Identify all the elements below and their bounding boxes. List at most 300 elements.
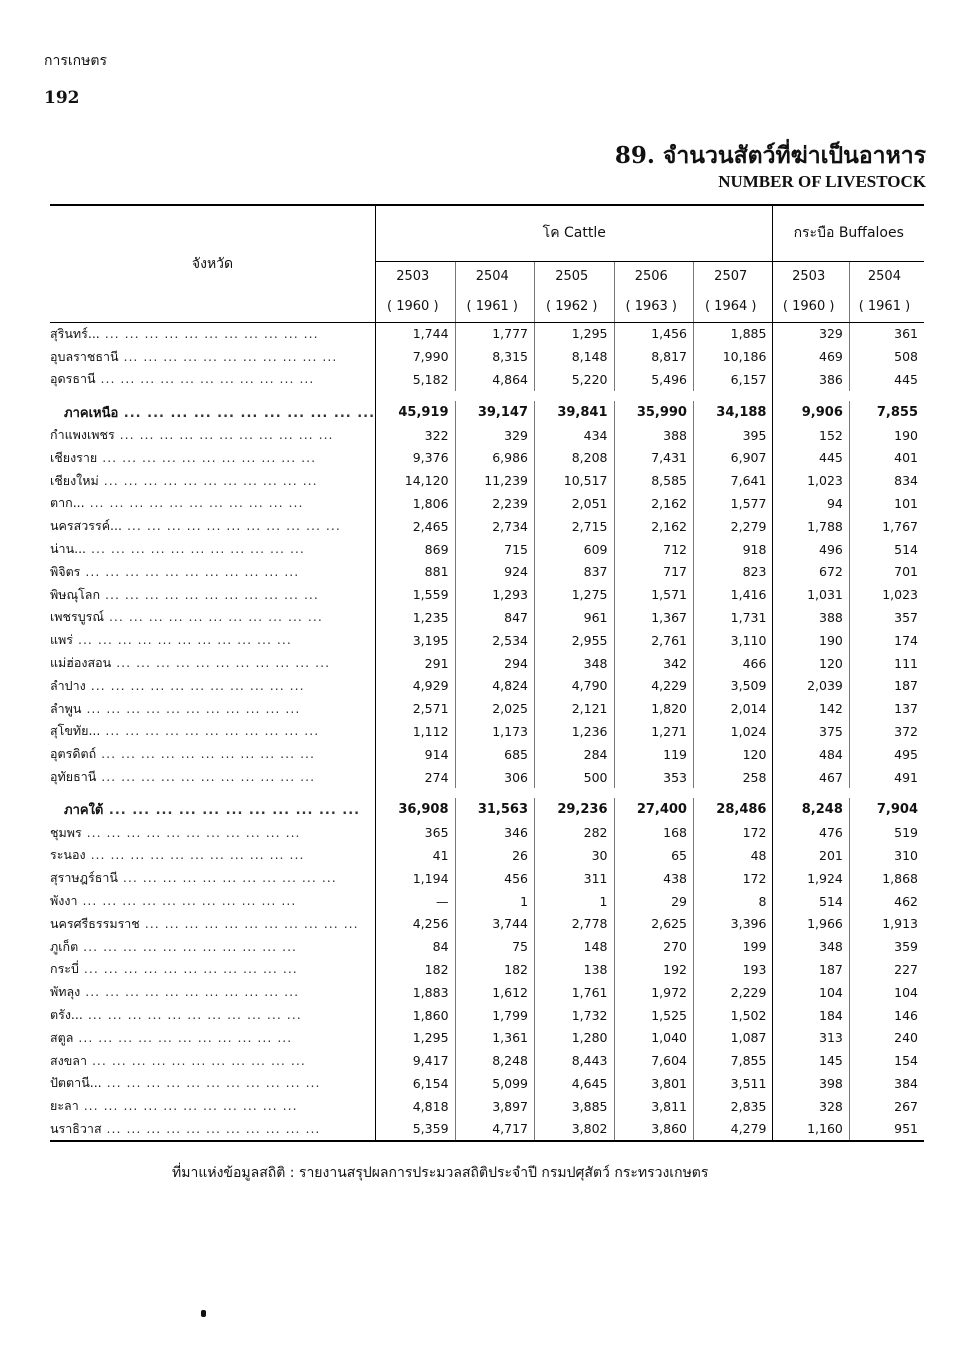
province-name: อุตรดิตถ์ ... ... ... ... ... ... ... ... ... ... ... bbox=[50, 746, 315, 762]
table-cell: 2,162 bbox=[614, 515, 693, 538]
table-row bbox=[50, 743, 924, 766]
year-header: 2506 bbox=[614, 261, 693, 292]
table-cell: 8,208 bbox=[535, 446, 614, 469]
table-cell: 101 bbox=[849, 492, 924, 515]
table-cell: 5,359 bbox=[376, 1118, 455, 1142]
province-name: นครศรีธรรมราช ... ... ... ... ... ... ... ... ... ... ... bbox=[50, 915, 359, 931]
table-row bbox=[50, 583, 924, 606]
table-cell: 1,295 bbox=[376, 1026, 455, 1049]
table-cell: 291 bbox=[376, 652, 455, 675]
table-cell: — bbox=[376, 890, 455, 913]
table-body bbox=[50, 322, 924, 1141]
table-cell: 361 bbox=[849, 322, 924, 345]
table-cell: 30 bbox=[535, 844, 614, 867]
table-row bbox=[50, 652, 924, 675]
table-cell: 75 bbox=[455, 935, 534, 958]
table-row bbox=[50, 560, 924, 583]
table-cell: 359 bbox=[849, 935, 924, 958]
table-cell: 4,229 bbox=[614, 674, 693, 697]
table-cell: 8,817 bbox=[614, 345, 693, 368]
table-cell: 438 bbox=[614, 867, 693, 890]
table-cell: 119 bbox=[614, 743, 693, 766]
table-row bbox=[50, 469, 924, 492]
table-cell: 26 bbox=[455, 844, 534, 867]
province-name: ตาก... ... ... ... ... ... ... ... ... ... ... ... bbox=[50, 495, 304, 511]
year-ce-header: ( 1960 ) bbox=[773, 292, 849, 323]
table-cell: 467 bbox=[773, 766, 849, 789]
table-cell: 7,904 bbox=[849, 798, 924, 821]
province-name: ระนอง ... ... ... ... ... ... ... ... ... ... ... bbox=[50, 847, 305, 863]
year-header: 2503 bbox=[376, 261, 455, 292]
table-cell: 1,924 bbox=[773, 867, 849, 890]
table-cell: 1,087 bbox=[693, 1026, 772, 1049]
province-name: พิษณุโลก ... ... ... ... ... ... ... ... ... ... ... bbox=[50, 586, 319, 602]
table-cell: 94 bbox=[773, 492, 849, 515]
table-row bbox=[50, 697, 924, 720]
table-cell: 456 bbox=[455, 867, 534, 890]
province-name: กระบี่ ... ... ... ... ... ... ... ... ... ... ... bbox=[50, 961, 298, 977]
table-cell: 1,577 bbox=[693, 492, 772, 515]
table-cell: 1,280 bbox=[535, 1026, 614, 1049]
table-cell: 190 bbox=[849, 424, 924, 447]
table-row bbox=[50, 1026, 924, 1049]
table-cell: 10,517 bbox=[535, 469, 614, 492]
table-cell: 1,571 bbox=[614, 583, 693, 606]
table-cell: 1,761 bbox=[535, 981, 614, 1004]
year-header: 2504 bbox=[455, 261, 534, 292]
table-cell: 145 bbox=[773, 1049, 849, 1072]
table-cell: 6,157 bbox=[693, 368, 772, 391]
table-cell: 4,717 bbox=[455, 1118, 534, 1142]
table-cell: 322 bbox=[376, 424, 455, 447]
table-cell: 240 bbox=[849, 1026, 924, 1049]
livestock-table bbox=[50, 204, 924, 1142]
table-cell: 823 bbox=[693, 560, 772, 583]
table-cell: 306 bbox=[455, 766, 534, 789]
table-row bbox=[50, 538, 924, 561]
table-cell: 41 bbox=[376, 844, 455, 867]
table-cell: 1,868 bbox=[849, 867, 924, 890]
table-cell: 6,907 bbox=[693, 446, 772, 469]
table-cell: 3,110 bbox=[693, 629, 772, 652]
province-name: เพชรบูรณ์ ... ... ... ... ... ... ... ... ... ... ... bbox=[50, 609, 323, 625]
table-row bbox=[50, 674, 924, 697]
table-cell: 148 bbox=[535, 935, 614, 958]
province-name: สงขลา ... ... ... ... ... ... ... ... ... ... ... bbox=[50, 1052, 306, 1068]
year-ce-header: ( 1961 ) bbox=[455, 292, 534, 323]
table-cell: 1,883 bbox=[376, 981, 455, 1004]
table-cell: 2,039 bbox=[773, 674, 849, 697]
table-cell: 1,732 bbox=[535, 1004, 614, 1027]
table-cell: 294 bbox=[455, 652, 534, 675]
province-name: ตรัง... ... ... ... ... ... ... ... ... ... ... ... bbox=[50, 1007, 302, 1022]
table-row bbox=[50, 424, 924, 447]
province-name: ภาคใต้ ... ... ... ... ... ... ... ... ... ... ... bbox=[64, 803, 361, 819]
table-cell: 1,236 bbox=[535, 720, 614, 743]
table-cell: 951 bbox=[849, 1118, 924, 1142]
table-cell: 375 bbox=[773, 720, 849, 743]
table-row bbox=[50, 446, 924, 469]
table-cell: 39,841 bbox=[535, 401, 614, 424]
table-row bbox=[50, 720, 924, 743]
table-row bbox=[50, 606, 924, 629]
table-cell: 1,361 bbox=[455, 1026, 534, 1049]
table-cell: 104 bbox=[849, 981, 924, 1004]
table-cell: 712 bbox=[614, 538, 693, 561]
province-name: แพร่ ... ... ... ... ... ... ... ... ... ... ... bbox=[50, 632, 292, 648]
province-column-header: จังหวัด bbox=[50, 205, 376, 322]
table-cell: 7,641 bbox=[693, 469, 772, 492]
province-name: อุทัยธานี ... ... ... ... ... ... ... ... ... ... ... bbox=[50, 769, 316, 785]
table-cell: 313 bbox=[773, 1026, 849, 1049]
table-cell: 491 bbox=[849, 766, 924, 789]
table-cell: 1,972 bbox=[614, 981, 693, 1004]
table-cell: 398 bbox=[773, 1072, 849, 1095]
table-cell: 7,990 bbox=[376, 345, 455, 368]
year-ce-header: ( 1963 ) bbox=[614, 292, 693, 323]
table-title-english: NUMBER OF LIVESTOCK bbox=[718, 172, 926, 191]
spacer-row bbox=[50, 788, 924, 798]
table-cell: 199 bbox=[693, 935, 772, 958]
table-cell: 834 bbox=[849, 469, 924, 492]
province-name: สตูล ... ... ... ... ... ... ... ... ... ... ... bbox=[50, 1029, 293, 1045]
table-cell: 11,239 bbox=[455, 469, 534, 492]
table-cell: 187 bbox=[773, 958, 849, 981]
table-cell: 1,275 bbox=[535, 583, 614, 606]
table-cell: 2,625 bbox=[614, 912, 693, 935]
table-cell: 881 bbox=[376, 560, 455, 583]
province-name: แม่ฮ่องสอน ... ... ... ... ... ... ... ... ... ... ... bbox=[50, 655, 331, 671]
table-cell: 152 bbox=[773, 424, 849, 447]
table-row bbox=[50, 844, 924, 867]
table-cell: 2,014 bbox=[693, 697, 772, 720]
table-cell: 5,099 bbox=[455, 1072, 534, 1095]
table-cell: 120 bbox=[693, 743, 772, 766]
province-name: สุราษฎร์ธานี ... ... ... ... ... ... ... ... ... ... ... bbox=[50, 870, 337, 886]
table-cell: 8,443 bbox=[535, 1049, 614, 1072]
table-cell: 4,824 bbox=[455, 674, 534, 697]
province-name: อุดรธานี ... ... ... ... ... ... ... ... ... ... ... bbox=[50, 371, 315, 387]
table-cell: 9,906 bbox=[773, 401, 849, 424]
table-cell: 2,761 bbox=[614, 629, 693, 652]
table-cell: 1,525 bbox=[614, 1004, 693, 1027]
table-cell: 3,744 bbox=[455, 912, 534, 935]
table-cell: 192 bbox=[614, 958, 693, 981]
table-cell: 258 bbox=[693, 766, 772, 789]
table-cell: 3,509 bbox=[693, 674, 772, 697]
table-cell: 7,431 bbox=[614, 446, 693, 469]
year-header: 2507 bbox=[693, 261, 772, 292]
table-title-thai: 89. จำนวนสัตว์ที่ฆ่าเป็นอาหาร bbox=[614, 142, 926, 169]
table-cell: 6,154 bbox=[376, 1072, 455, 1095]
table-cell: 7,855 bbox=[849, 401, 924, 424]
table-cell: 1,966 bbox=[773, 912, 849, 935]
table-cell: 1,612 bbox=[455, 981, 534, 1004]
table-row bbox=[50, 1004, 924, 1027]
table-cell: 1,023 bbox=[849, 583, 924, 606]
table-cell: 847 bbox=[455, 606, 534, 629]
year-header: 2504 bbox=[849, 261, 924, 292]
table-cell: 190 bbox=[773, 629, 849, 652]
table-row bbox=[50, 1072, 924, 1095]
table-cell: 284 bbox=[535, 743, 614, 766]
table-cell: 476 bbox=[773, 821, 849, 844]
table-row bbox=[50, 935, 924, 958]
table-cell: 924 bbox=[455, 560, 534, 583]
table-cell: 111 bbox=[849, 652, 924, 675]
table-cell: 353 bbox=[614, 766, 693, 789]
table-cell: 6,986 bbox=[455, 446, 534, 469]
province-name: ปัตตานี... ... ... ... ... ... ... ... ... ... ... ... bbox=[50, 1075, 321, 1091]
cattle-group-header: โค Cattle bbox=[376, 205, 773, 261]
province-name: เชียงใหม่ ... ... ... ... ... ... ... ... ... ... ... bbox=[50, 472, 318, 488]
table-cell: 2,955 bbox=[535, 629, 614, 652]
table-cell: 7,604 bbox=[614, 1049, 693, 1072]
table-cell: 9,417 bbox=[376, 1049, 455, 1072]
table-cell: 8,248 bbox=[773, 798, 849, 821]
table-cell: 685 bbox=[455, 743, 534, 766]
table-cell: 5,220 bbox=[535, 368, 614, 391]
table-cell: 45,919 bbox=[376, 401, 455, 424]
table-cell: 35,990 bbox=[614, 401, 693, 424]
table-cell: 1,271 bbox=[614, 720, 693, 743]
table-cell: 3,801 bbox=[614, 1072, 693, 1095]
table-cell: 2,279 bbox=[693, 515, 772, 538]
table-cell: 3,860 bbox=[614, 1118, 693, 1142]
table-cell: 5,182 bbox=[376, 368, 455, 391]
table-cell: 2,734 bbox=[455, 515, 534, 538]
table-cell: 3,511 bbox=[693, 1072, 772, 1095]
table-cell: 7,855 bbox=[693, 1049, 772, 1072]
table-cell: 388 bbox=[773, 606, 849, 629]
table-cell: 65 bbox=[614, 844, 693, 867]
table-cell: 1,112 bbox=[376, 720, 455, 743]
table-cell: 4,256 bbox=[376, 912, 455, 935]
table-cell: 1 bbox=[455, 890, 534, 913]
table-cell: 4,818 bbox=[376, 1095, 455, 1118]
table-cell: 8,585 bbox=[614, 469, 693, 492]
table-cell: 365 bbox=[376, 821, 455, 844]
table-cell: 329 bbox=[773, 322, 849, 345]
table-row bbox=[50, 890, 924, 913]
table-cell: 138 bbox=[535, 958, 614, 981]
table-cell: 1,023 bbox=[773, 469, 849, 492]
province-name: ภาคเหนือ ... ... ... ... ... ... ... ... ... ... ... bbox=[64, 405, 376, 421]
table-cell: 1,559 bbox=[376, 583, 455, 606]
table-cell: 10,186 bbox=[693, 345, 772, 368]
table-row bbox=[50, 629, 924, 652]
table-cell: 182 bbox=[455, 958, 534, 981]
province-name: พังงา ... ... ... ... ... ... ... ... ... ... ... bbox=[50, 893, 297, 909]
table-cell: 372 bbox=[849, 720, 924, 743]
page-number: 192 bbox=[44, 88, 80, 108]
table-cell: 388 bbox=[614, 424, 693, 447]
table-cell: 2,778 bbox=[535, 912, 614, 935]
table-cell: 201 bbox=[773, 844, 849, 867]
table-cell: 357 bbox=[849, 606, 924, 629]
table-cell: 346 bbox=[455, 821, 534, 844]
table-cell: 715 bbox=[455, 538, 534, 561]
table-cell: 1,788 bbox=[773, 515, 849, 538]
table-cell: 869 bbox=[376, 538, 455, 561]
table-cell: 495 bbox=[849, 743, 924, 766]
table-cell: 168 bbox=[614, 821, 693, 844]
table-cell: 2,229 bbox=[693, 981, 772, 1004]
table-row bbox=[50, 981, 924, 1004]
table-row bbox=[50, 912, 924, 935]
table-cell: 5,496 bbox=[614, 368, 693, 391]
province-name: น่าน... ... ... ... ... ... ... ... ... ... ... ... bbox=[50, 541, 305, 557]
table-row bbox=[50, 1118, 924, 1142]
buffalo-group-header: กระบือ Buffaloes bbox=[773, 205, 924, 261]
table-cell: 14,120 bbox=[376, 469, 455, 492]
table-cell: 918 bbox=[693, 538, 772, 561]
table-cell: 961 bbox=[535, 606, 614, 629]
table-cell: 4,279 bbox=[693, 1118, 772, 1142]
table-cell: 609 bbox=[535, 538, 614, 561]
province-name: สุรินทร์... ... ... ... ... ... ... ... ... ... ... ... bbox=[50, 325, 319, 341]
table-cell: 2,571 bbox=[376, 697, 455, 720]
table-cell: 227 bbox=[849, 958, 924, 981]
table-cell: 174 bbox=[849, 629, 924, 652]
table-cell: 3,195 bbox=[376, 629, 455, 652]
table-cell: 514 bbox=[773, 890, 849, 913]
table-cell: 462 bbox=[849, 890, 924, 913]
table-cell: 2,162 bbox=[614, 492, 693, 515]
table-cell: 172 bbox=[693, 867, 772, 890]
province-name: ลำปาง ... ... ... ... ... ... ... ... ... ... ... bbox=[50, 677, 305, 693]
table-row bbox=[50, 867, 924, 890]
table-cell: 4,790 bbox=[535, 674, 614, 697]
table-cell: 3,396 bbox=[693, 912, 772, 935]
province-name: สุโขทัย... ... ... ... ... ... ... ... ... ... ... ... bbox=[50, 723, 320, 739]
table-cell: 500 bbox=[535, 766, 614, 789]
table-cell: 1,295 bbox=[535, 322, 614, 345]
province-name: กำแพงเพชร ... ... ... ... ... ... ... ... ... ... ... bbox=[50, 427, 334, 443]
table-cell: 8 bbox=[693, 890, 772, 913]
table-cell: 270 bbox=[614, 935, 693, 958]
table-cell: 311 bbox=[535, 867, 614, 890]
table-cell: 445 bbox=[773, 446, 849, 469]
table-cell: 466 bbox=[693, 652, 772, 675]
province-name: ยะลา ... ... ... ... ... ... ... ... ... ... ... bbox=[50, 1098, 298, 1114]
table-cell: 384 bbox=[849, 1072, 924, 1095]
spacer-row bbox=[50, 391, 924, 401]
table-cell: 1,024 bbox=[693, 720, 772, 743]
table-cell: 2,025 bbox=[455, 697, 534, 720]
year-ce-header: ( 1960 ) bbox=[376, 292, 455, 323]
table-cell: 329 bbox=[455, 424, 534, 447]
table-cell: 3,885 bbox=[535, 1095, 614, 1118]
table-cell: 1,820 bbox=[614, 697, 693, 720]
table-cell: 508 bbox=[849, 345, 924, 368]
year-header: 2505 bbox=[535, 261, 614, 292]
table-row bbox=[50, 766, 924, 789]
table-cell: 31,563 bbox=[455, 798, 534, 821]
table-cell: 837 bbox=[535, 560, 614, 583]
table-cell: 1,293 bbox=[455, 583, 534, 606]
table-cell: 1,860 bbox=[376, 1004, 455, 1027]
table-cell: 386 bbox=[773, 368, 849, 391]
table-cell: 9,376 bbox=[376, 446, 455, 469]
table-cell: 1,744 bbox=[376, 322, 455, 345]
table-cell: 1,160 bbox=[773, 1118, 849, 1142]
section-category: การเกษตร bbox=[44, 53, 107, 69]
table-cell: 401 bbox=[849, 446, 924, 469]
table-cell: 348 bbox=[535, 652, 614, 675]
table-row bbox=[50, 1095, 924, 1118]
province-name: พัทลุง ... ... ... ... ... ... ... ... ... ... ... bbox=[50, 984, 300, 1000]
year-header: 2503 bbox=[773, 261, 849, 292]
table-cell: 1,502 bbox=[693, 1004, 772, 1027]
table-cell: 104 bbox=[773, 981, 849, 1004]
table-cell: 342 bbox=[614, 652, 693, 675]
province-name: ภูเก็ต ... ... ... ... ... ... ... ... ... ... ... bbox=[50, 938, 298, 954]
table-row bbox=[50, 322, 924, 345]
table-cell: 496 bbox=[773, 538, 849, 561]
province-name: อุบลราชธานี ... ... ... ... ... ... ... ... ... ... ... bbox=[50, 348, 338, 364]
table-cell: 519 bbox=[849, 821, 924, 844]
table-cell: 1,367 bbox=[614, 606, 693, 629]
table-cell: 1,731 bbox=[693, 606, 772, 629]
table-cell: 274 bbox=[376, 766, 455, 789]
table-cell: 4,864 bbox=[455, 368, 534, 391]
province-name: พิจิตร ... ... ... ... ... ... ... ... ... ... ... bbox=[50, 563, 300, 579]
table-cell: 3,897 bbox=[455, 1095, 534, 1118]
province-name: นครสวรรค์... ... ... ... ... ... ... ... ... ... ... ... bbox=[50, 518, 341, 534]
table-cell: 445 bbox=[849, 368, 924, 391]
table-cell: 1,416 bbox=[693, 583, 772, 606]
table-cell: 34,188 bbox=[693, 401, 772, 424]
table-cell: 469 bbox=[773, 345, 849, 368]
table-cell: 36,908 bbox=[376, 798, 455, 821]
table-cell: 29 bbox=[614, 890, 693, 913]
year-ce-header: ( 1961 ) bbox=[849, 292, 924, 323]
year-ce-header: ( 1962 ) bbox=[535, 292, 614, 323]
table-cell: 120 bbox=[773, 652, 849, 675]
table-cell: 187 bbox=[849, 674, 924, 697]
table-cell: 267 bbox=[849, 1095, 924, 1118]
table-cell: 672 bbox=[773, 560, 849, 583]
table-cell: 514 bbox=[849, 538, 924, 561]
region-row bbox=[50, 798, 924, 821]
table-cell: 1 bbox=[535, 890, 614, 913]
table-cell: 1,885 bbox=[693, 322, 772, 345]
table-cell: 146 bbox=[849, 1004, 924, 1027]
table-cell: 348 bbox=[773, 935, 849, 958]
table-cell: 2,534 bbox=[455, 629, 534, 652]
table-cell: 1,777 bbox=[455, 322, 534, 345]
table-row bbox=[50, 958, 924, 981]
table-cell: 1,173 bbox=[455, 720, 534, 743]
table-cell: 1,235 bbox=[376, 606, 455, 629]
table-row bbox=[50, 368, 924, 391]
data-source-note: ที่มาแห่งข้อมูลสถิติ : รายงานสรุปผลการประมวลสถิติประจำปี กรมปศุสัตว์ กระทรวงเกษตร bbox=[172, 1165, 709, 1181]
table-row bbox=[50, 1049, 924, 1072]
table-cell: 27,400 bbox=[614, 798, 693, 821]
year-ce-header: ( 1964 ) bbox=[693, 292, 772, 323]
table-cell: 193 bbox=[693, 958, 772, 981]
table-cell: 8,148 bbox=[535, 345, 614, 368]
ink-mark bbox=[201, 1310, 206, 1317]
table-cell: 282 bbox=[535, 821, 614, 844]
table-cell: 3,802 bbox=[535, 1118, 614, 1142]
table-cell: 4,645 bbox=[535, 1072, 614, 1095]
table-cell: 29,236 bbox=[535, 798, 614, 821]
table-cell: 2,121 bbox=[535, 697, 614, 720]
table-cell: 28,486 bbox=[693, 798, 772, 821]
table-cell: 1,194 bbox=[376, 867, 455, 890]
